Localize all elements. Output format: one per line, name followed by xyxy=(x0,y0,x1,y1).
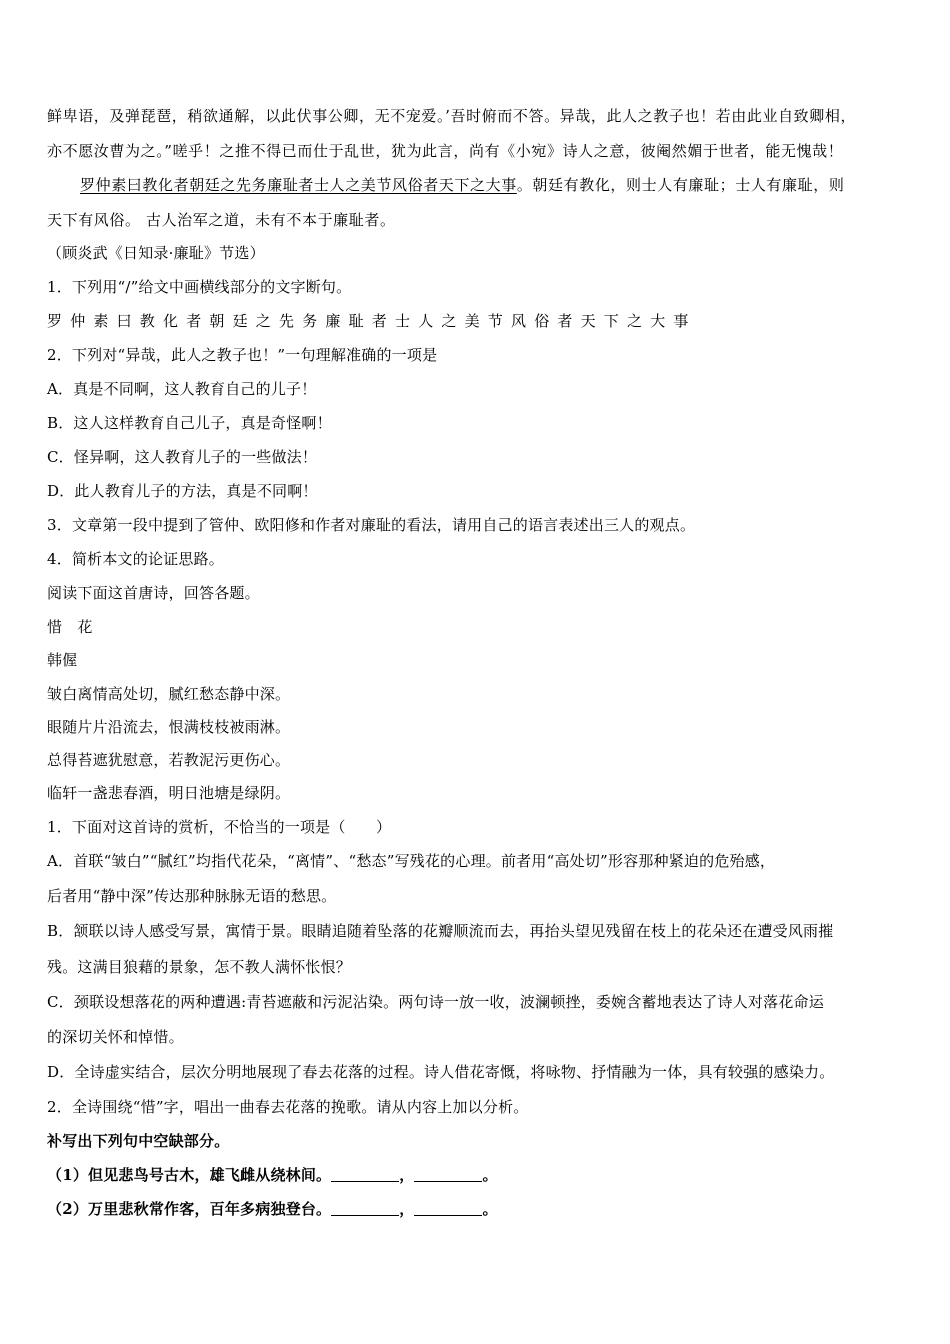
fill-item-1-blank-1[interactable] xyxy=(331,1167,399,1182)
underlined-sentence: 罗仲素曰教化者朝廷之先务廉耻者士人之美节风俗者天下之大事 xyxy=(80,176,517,194)
fill-item-1-text: （1）但见悲鸟号古木，雄飞雌从绕林间。 xyxy=(47,1166,332,1184)
question-1: 1．下列用“/”给文中画横线部分的文字断句。 xyxy=(47,278,352,296)
poem-question-1: 1．下面对这首诗的赏析，不恰当的一项是（ ） xyxy=(47,818,392,836)
poem-q1-option-c-line-2: 的深切关怀和悼惜。 xyxy=(47,1028,184,1046)
fill-item-2-comma: ， xyxy=(399,1200,415,1218)
fill-item-1-blank-2[interactable] xyxy=(414,1167,482,1182)
question-2-option-d: D．此人教育儿子的方法，真是不同啊！ xyxy=(47,482,318,500)
question-1-text: 罗仲素曰教化者朝廷之先务廉耻者士人之美节风俗者天下之大事 xyxy=(47,312,697,330)
passage-source: （顾炎武《日知录·廉耻》节选） xyxy=(47,244,265,262)
poem-line-4: 临轩一盏悲春酒，明日池塘是绿阴。 xyxy=(47,784,291,802)
poem-line-2: 眼随片片沿流去，恨满枝枝被雨淋。 xyxy=(47,718,291,736)
fill-item-2-blank-2[interactable] xyxy=(414,1201,482,1216)
poem-q1-option-a-line-2: 后者用“静中深”传达那种脉脉无语的愁思。 xyxy=(47,887,337,905)
question-4: 4．简析本文的论证思路。 xyxy=(47,550,224,568)
fill-item-2 xyxy=(47,1199,498,1219)
fill-item-1 xyxy=(47,1165,498,1185)
fill-heading: 补写出下列句中空缺部分。 xyxy=(47,1132,230,1150)
question-2-option-c: C．怪异啊，这人教育儿子的一些做法！ xyxy=(47,448,318,466)
fill-item-2-blank-1[interactable] xyxy=(331,1201,399,1216)
poem-intro: 阅读下面这首唐诗，回答各题。 xyxy=(47,584,260,602)
passage-line-3-rest: 。朝廷有教化，则士人有廉耻；士人有廉耻，则 xyxy=(516,176,845,194)
poem-q1-option-a-line-1: A．首联“皱白”“腻红”均指代花朵，“离情”、“愁态”写残花的心理。前者用“高处切”形容那种紧迫的危殆感， xyxy=(47,852,776,870)
poem-title: 惜 花 xyxy=(47,618,93,636)
question-2: 2．下列对“异哉，此人之教子也！”一句理解准确的一项是 xyxy=(47,346,438,364)
poem-author: 韩偓 xyxy=(47,651,78,669)
fill-item-2-period: 。 xyxy=(482,1200,498,1218)
poem-q1-option-b-line-2: 残。这满目狼藉的景象，怎不教人满怀怅恨？ xyxy=(47,958,352,976)
fill-item-2-text: （2）万里悲秋常作客，百年多病独登台。 xyxy=(47,1200,332,1218)
poem-line-3: 总得苔遮犹慰意，若教泥污更伤心。 xyxy=(47,751,291,769)
poem-line-1: 皱白离情高处切，腻红愁态静中深。 xyxy=(47,685,291,703)
passage-line-4: 天下有风俗。 古人治军之道，未有不本于廉耻者。 xyxy=(47,211,396,229)
passage-line-1: 鲜卑语，及弹琵琶，稍欲通解，以此伏事公卿，无不宠爱。’吾时俯而不答。异哉，此人之教子也！若由此业自致卿相， xyxy=(47,107,857,125)
question-2-option-b: B．这人这样教育自己儿子，真是奇怪啊！ xyxy=(47,414,332,432)
poem-q1-option-c-line-1: C．颈联设想落花的两种遭遇:青苔遮蔽和污泥沾染。两句诗一放一收，波澜顿挫，委婉含蓄地表达了诗人对落花命运 xyxy=(47,993,824,1011)
poem-q1-option-b-line-1: B．颔联以诗人感受写景，寓情于景。眼睛追随着坠落的花瓣顺流而去，再抬头望见残留在枝上的花朵还在遭受风雨摧 xyxy=(47,922,834,940)
fill-item-1-period: 。 xyxy=(482,1166,498,1184)
fill-item-1-comma: ， xyxy=(399,1166,415,1184)
passage-line-2: 亦不愿汝曹为之。”嗟乎！之推不得已而仕于乱世，犹为此言，尚有《小宛》诗人之意，彼阉然媚于世者，能无愧哉！ xyxy=(47,142,844,160)
poem-q1-option-d: D．全诗虚实结合，层次分明地展现了春去花落的过程。诗人借花寄慨，将咏物、抒情融为一体，具有较强的感染力。 xyxy=(47,1063,835,1081)
question-3: 3．文章第一段中提到了管仲、欧阳修和作者对廉耻的看法，请用自己的语言表述出三人的观点。 xyxy=(47,516,696,534)
poem-question-2: 2．全诗围绕“惜”字，唱出一曲春去花落的挽歌。请从内容上加以分析。 xyxy=(47,1098,529,1116)
question-2-option-a: A．真是不同啊，这人教育自己的儿子！ xyxy=(47,380,317,398)
passage-line-3 xyxy=(80,175,844,195)
